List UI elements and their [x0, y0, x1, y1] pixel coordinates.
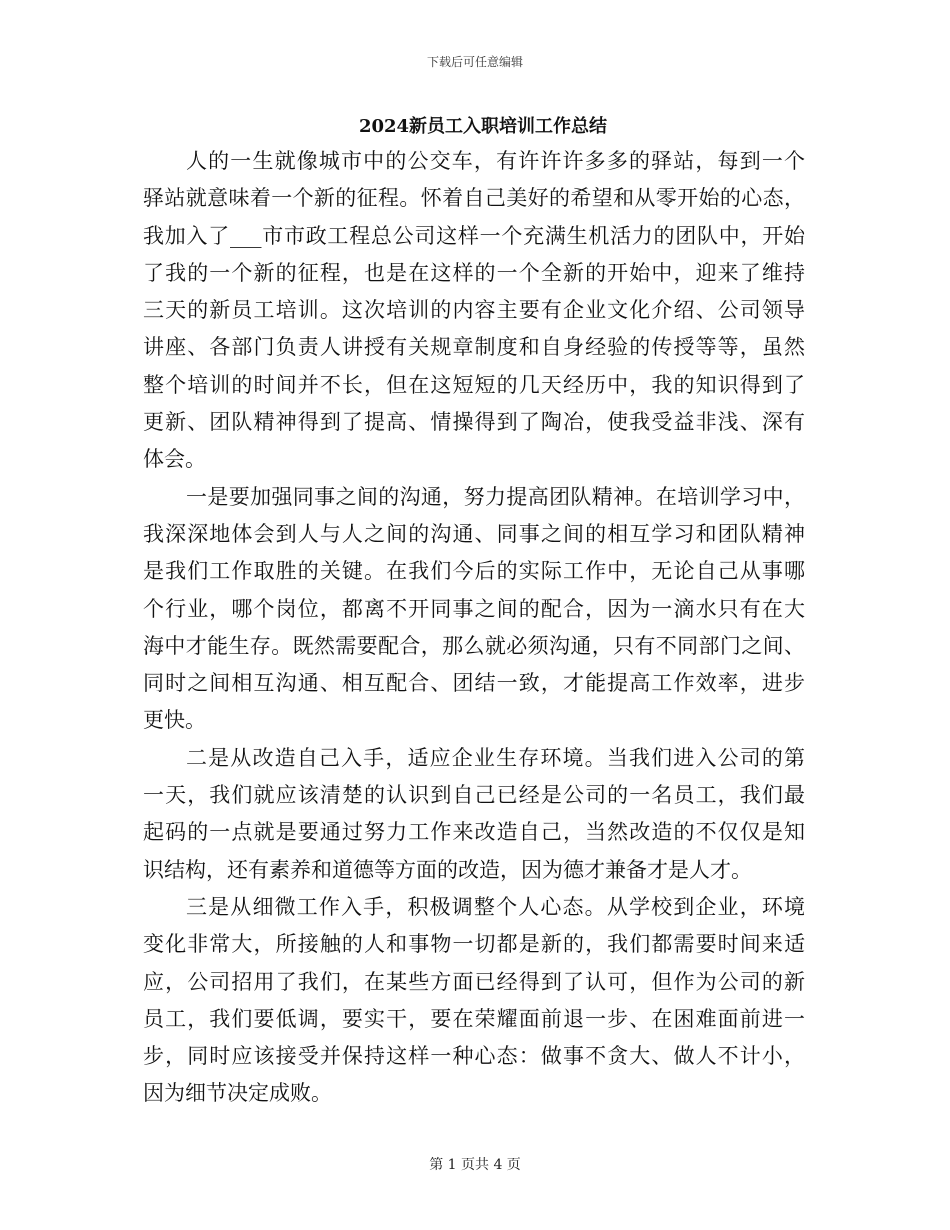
paragraph-line: 人的一生就像城市中的公交车，有许许许多多的驿站，每到一个 — [186, 149, 805, 173]
paragraph-line: 同时之间相互沟通、相互配合、团结一致，才能提高工作效率，进步 — [143, 671, 805, 696]
paragraph-4 — [143, 889, 805, 1113]
paragraph-line: 一是要加强同事之间的沟通，努力提高团队精神。在培训学习中， — [186, 484, 805, 509]
paragraph-line: 步，同时应该接受并保持这样一种心态：做事不贪大、做人不计小， — [143, 1044, 805, 1069]
paragraph-line: 起码的一点就是要通过努力工作来改造自己，当然改造的不仅仅是知 — [143, 820, 805, 845]
paragraph-line: 员工，我们要低调，要实干，要在荣耀面前退一步、在困难面前进一 — [143, 1006, 805, 1031]
paragraph-line: 变化非常大，所接触的人和事物一切都是新的，我们都需要时间来适 — [143, 932, 805, 957]
paragraph-line: 更快。 — [143, 708, 206, 733]
paragraph-line: 我加入了___市市政工程总公司这样一个充满生机活力的团队中，开始 — [143, 223, 805, 248]
paragraph-line: 三是从细微工作入手，积极调整个人心态。从学校到企业，环境 — [186, 894, 805, 919]
paragraph-1 — [143, 143, 805, 479]
paragraph-line: 因为细节决定成败。 — [143, 1081, 332, 1106]
page-number-footer: 第 1 页共 4 页 — [429, 1157, 521, 1173]
paragraph-line: 应，公司招用了我们，在某些方面已经得到了认可，但作为公司的新 — [143, 969, 805, 994]
header-note: 下载后可任意编辑 — [426, 55, 523, 69]
document-title: 2024新员工入职培训工作总结 — [358, 116, 608, 137]
paragraph-3 — [143, 740, 805, 889]
paragraph-line: 三天的新员工培训。这次培训的内容主要有企业文化介绍、公司领导 — [143, 298, 805, 323]
paragraph-line: 二是从改造自己入手，适应企业生存环境。当我们进入公司的第 — [186, 745, 805, 770]
paragraph-line: 了我的一个新的征程，也是在这样的一个全新的开始中，迎来了维持 — [143, 260, 805, 285]
paragraph-line: 海中才能生存。既然需要配合，那么就必须沟通，只有不同部门之间、 — [143, 633, 805, 658]
paragraph-line: 是我们工作取胜的关键。在我们今后的实际工作中，无论自己从事哪 — [143, 559, 805, 584]
paragraph-line: 一天，我们就应该清楚的认识到自己已经是公司的一名员工，我们最 — [143, 783, 805, 808]
document-body — [143, 143, 805, 1113]
paragraph-line: 整个培训的时间并不长，但在这短短的几天经历中，我的知识得到了 — [143, 372, 805, 397]
paragraph-2 — [143, 479, 805, 740]
paragraph-line: 更新、团队精神得到了提高、情操得到了陶冶，使我受益非浅、深有 — [143, 410, 805, 435]
paragraph-line: 个行业，哪个岗位，都离不开同事之间的配合，因为一滴水只有在大 — [143, 596, 805, 621]
paragraph-line: 识结构，还有素养和道德等方面的改造，因为德才兼备才是人才。 — [143, 857, 752, 882]
paragraph-line: 驿站就意味着一个新的征程。怀着自己美好的希望和从零开始的心态， — [143, 186, 805, 211]
paragraph-line: 我深深地体会到人与人之间的沟通、同事之间的相互学习和团队精神 — [143, 521, 805, 546]
paragraph-line: 体会。 — [143, 447, 206, 472]
paragraph-line: 讲座、各部门负责人讲授有关规章制度和自身经验的传授等等，虽然 — [143, 335, 805, 360]
